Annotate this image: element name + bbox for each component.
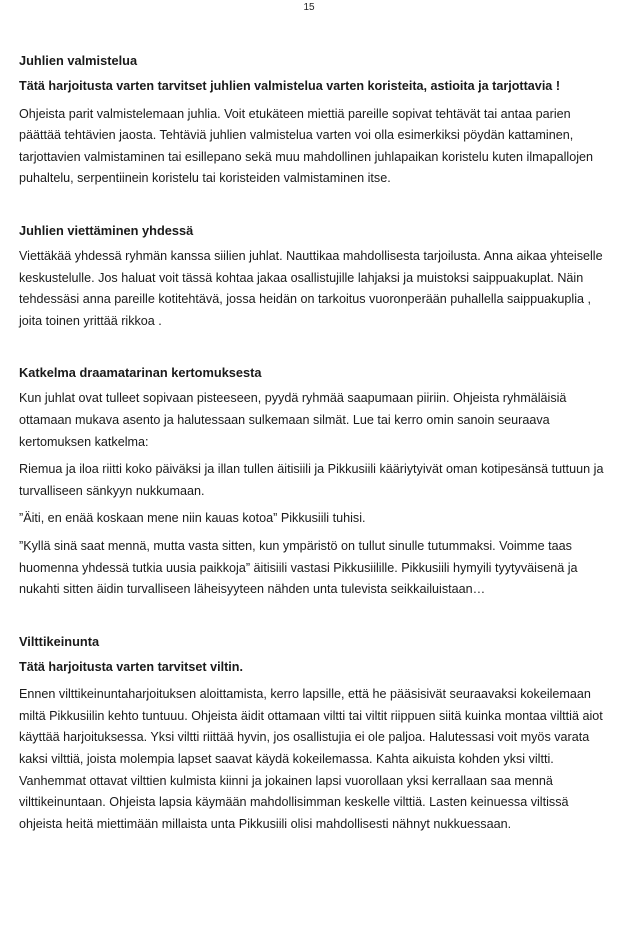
body-paragraph: Ennen vilttikeinuntaharjoituksen aloittamista, kerro lapsille, että he pääsisivät seuraavaksi kokeilemaan miltä Pikkusiilin kehto tuntuuu. Ohjeista äidit ottamaan viltti tai viltit riippuen siitä kuinka montaa vilttiä aiot käyttää harjoituksessa. Yksi viltti riittää hyvin, jos osallistujia ei ole paljoa. Halutessasi voit myös varata kaksi vilttiä, joista molempia lapset saavat käydä kokeilemassa. Kahta aikuista kohden yksi viltti. Vanhemmat ottavat vilttien kulmista kiinni ja jokainen lapsi vuorollaan yksi kerrallaan saa mennä vilttikeinuntaan. Ohjeista lapsia käymään mahdollisimman keskelle vilttiä. Lasten keinuessa viltissä ohjeista heitä miettimään millaista unta Pikkusiili olisi mahdollisesti nähnyt nukkuessaan. <box>19 687 603 831</box>
story-quote: ”Kyllä sinä saat mennä, mutta vasta sitten, kun ympäristö on tullut sinulle tutummaksi. Voimme taas huomenna yhdessä tutkia uusia paikkoja” äitisiili vastasi Pikkusiilille. Pikkusiili hymyili tyytyväisenä ja nukahti sitten äidin turvalliseen läheisyyteen nähden unta tulevista seikkailuistaan… <box>19 538 578 597</box>
body-paragraph: Kun juhlat ovat tulleet sopivaan pisteeseen, pyydä ryhmää saapumaan piiriin. Ohjeista ryhmäläisiä ottamaan mukava asento ja halutessaan sulkemaan silmät. Lue tai kerro omin sanoin seuraava kertomuksen katkelma: <box>19 391 567 449</box>
page-number: 15 <box>303 2 315 13</box>
requirements-note: Tätä harjoitusta varten tarvitset viltin. <box>19 659 243 674</box>
story-paragraph: Riemua ja iloa riitti koko päiväksi ja illan tullen äitisiili ja Pikkusiili kääriytyivät oman kotipesänsä tuttuun ja turvalliseen sänkyyn nukkumaan. <box>19 462 604 498</box>
section-vilttikeinunta <box>19 631 609 836</box>
section-heading: Vilttikeinunta <box>19 633 100 649</box>
section-heading: Juhlien viettäminen yhdessä <box>19 222 194 238</box>
body-paragraph: Ohjeista parit valmistelemaan juhlia. Voit etukäteen miettiä pareille sopivat tehtävät tai antaa parien päättää tehtävien jaosta. Tehtäviä juhlien valmistelua varten voi olla esimerkiksi pöydän kattaminen, tarjottavien valmistaminen tai esillepano sekä muu mahdollinen juhlapaikan koristelu kuten ilmapallojen puhaltelu, serpentiinein koristelu tai koristeiden valmistaminen itse. <box>19 106 594 186</box>
story-quote: ”Äiti, en enää koskaan mene niin kauas kotoa” Pikkusiili tuhisi. <box>19 511 366 526</box>
body-paragraph: Viettäkää yhdessä ryhmän kanssa siilien juhlat. Nauttikaa mahdollisesta tarjoilusta. Anna aikaa yhteiselle keskustelulle. Jos haluat voit tässä kohtaa jakaa osallistujille lahjaksi ja muistoksi saippuakuplat. Näin tehdessäsi anna pareille kotitehtävä, jossa heidän on tarkoitus vuoronperään puhallella saippuakuplia , joita toinen yrittää rikkoa . <box>19 248 603 328</box>
section-katkelma <box>19 362 609 600</box>
section-heading: Katkelma draamatarinan kertomuksesta <box>19 365 262 381</box>
document-body <box>19 50 609 841</box>
section-heading: Juhlien valmistelua <box>19 53 138 68</box>
requirements-note: Tätä harjoitusta varten tarvitset juhlien valmistelua varten koristeita, astioita ja tarjottavia ! <box>19 79 561 93</box>
section-juhlien-viettaminen <box>19 220 609 332</box>
section-juhlien-valmistelua <box>19 50 609 190</box>
